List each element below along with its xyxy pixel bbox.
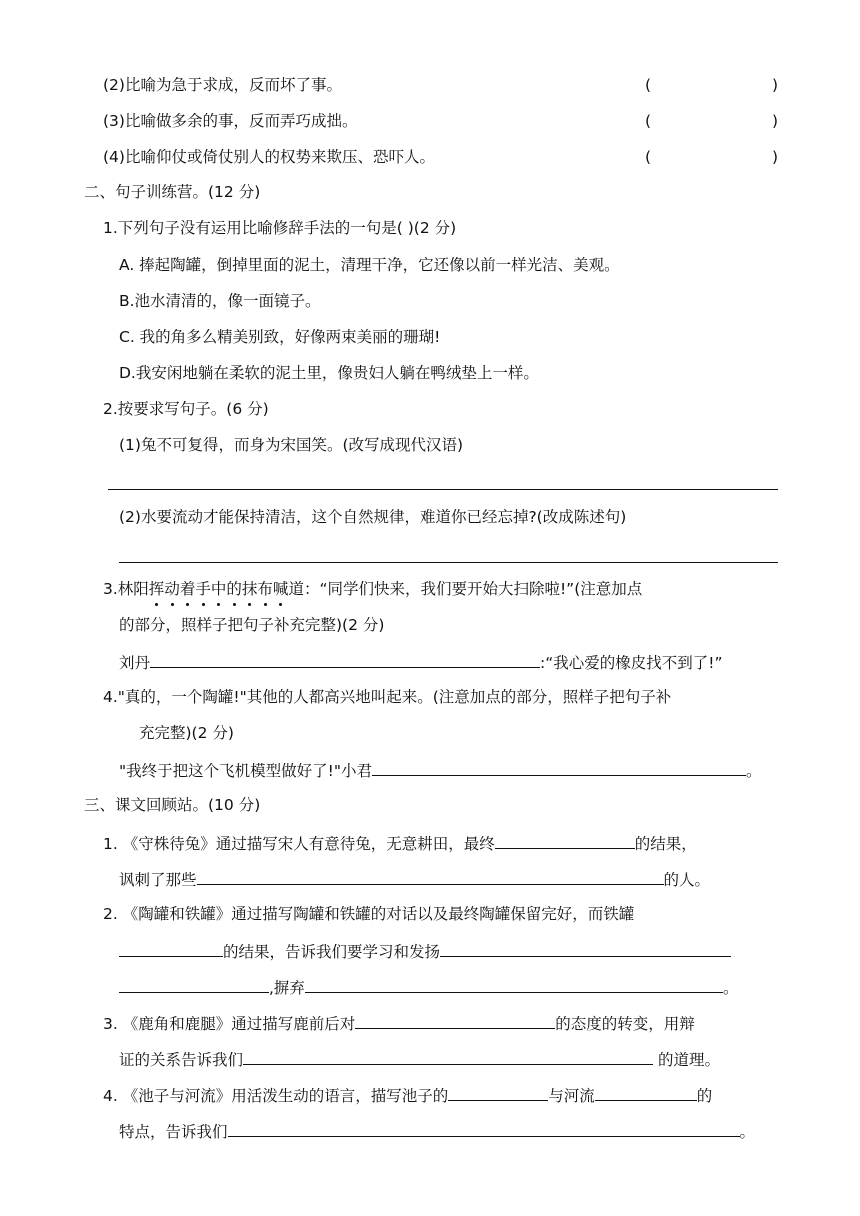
section-heading-3: 三、课文回顾站。(10 分) — [84, 796, 261, 814]
question-2-3-line1 — [103, 578, 642, 600]
q3-2-text: 的结果，告诉我们要学习和发扬 — [223, 943, 441, 961]
q3-3-text: 的道理。 — [653, 1051, 720, 1069]
answer-paren-open: ( — [645, 76, 652, 94]
answer-blank[interactable] — [440, 939, 731, 957]
q3-1-text: 的结果， — [634, 835, 697, 853]
question-3-2-line3 — [119, 975, 738, 999]
answer-blank[interactable] — [197, 867, 664, 885]
question-2-4-line1: 4."真的，一个陶罐!"其他的人都高兴地叫起来。(注意加点的部分，照样子把句子补 — [103, 688, 672, 706]
q3-2-text: 。 — [722, 979, 739, 997]
question-3-1-line2 — [119, 867, 710, 891]
dotted-char: 的 — [226, 580, 242, 598]
dotted-char: 喊 — [272, 580, 289, 598]
idiom-item-2: (2)比喻为急于求成，反而坏了事。 — [103, 76, 342, 94]
answer-line[interactable] — [119, 562, 778, 563]
question-2-2-stem: 2.按要求写句子。(6 分) — [103, 400, 269, 418]
q3-1-text: 的人。 — [663, 871, 711, 889]
question-2-3-answer — [119, 650, 723, 674]
dotted-char: 中 — [210, 580, 227, 598]
dotted-char: 抹 — [241, 580, 258, 598]
option-b: B.池水清清的，像一面镜子。 — [119, 292, 321, 310]
q3-1-text: 讽刺了那些 — [119, 871, 197, 889]
q3-1-text: 1. 《守株待兔》通过描写宋人有意待兔，无意耕田，最终 — [103, 835, 495, 853]
question-2-2-sub2: (2)水要流动才能保持清洁，这个自然规律，难道你已经忘掉?(改成陈述句) — [119, 508, 627, 526]
dotted-char: 布 — [257, 580, 273, 598]
dotted-char: 手 — [195, 580, 211, 598]
answer-blank[interactable] — [119, 939, 223, 957]
answer-name: 刘丹 — [119, 654, 151, 672]
q3-4-text: 的 — [696, 1087, 713, 1105]
question-3-1-line1 — [103, 831, 697, 855]
answer-tail: :“我心爱的橡皮找不到了!” — [540, 654, 723, 672]
q3-2-text: ,摒弃 — [269, 979, 305, 997]
idiom-item-4: (4)比喻仰仗或倚仗别人的权势来欺压、恐吓人。 — [103, 148, 435, 166]
answer-end: 。 — [745, 762, 762, 780]
question-2-4-line2: 充完整)(2 分) — [139, 724, 234, 742]
q3-4-text: 。 — [739, 1123, 756, 1141]
question-3-2-line2 — [119, 939, 731, 963]
q3-3-text: 的态度的转变，用辩 — [555, 1015, 695, 1033]
idiom-item-3: (3)比喻做多余的事，反而弄巧成拙。 — [103, 112, 358, 130]
question-2-2-sub1: (1)兔不可复得，而身为宋国笑。(改写成现代汉语) — [119, 436, 464, 454]
answer-paren-open: ( — [645, 148, 652, 166]
answer-blank[interactable] — [228, 1119, 740, 1137]
question-3-3-line1 — [103, 1011, 695, 1035]
answer-paren-close: ) — [772, 76, 779, 94]
answer-blank[interactable] — [119, 975, 269, 993]
q3-text-post: 道：“同学们快来，我们要开始大扫除啦!”(注意加点 — [288, 580, 643, 598]
section-heading-2: 二、句子训练营。(12 分) — [84, 183, 261, 201]
question-3-4-line1 — [103, 1083, 712, 1107]
question-2-3-line2: 的部分，照样子把句子补充完整)(2 分) — [119, 616, 385, 634]
dotted-char: 挥 — [148, 580, 165, 598]
question-3-4-line2 — [119, 1119, 755, 1143]
answer-line[interactable] — [108, 489, 778, 490]
answer-paren-close: ) — [772, 112, 779, 130]
question-3-3-line2 — [119, 1047, 720, 1071]
q3-3-text: 3. 《鹿角和鹿腿》通过描写鹿前后对 — [103, 1015, 356, 1033]
option-d: D.我安闲地躺在柔软的泥土里，像贵妇人躺在鸭绒垫上一样。 — [119, 364, 539, 382]
answer-blank[interactable] — [305, 975, 723, 993]
answer-blank[interactable] — [595, 1083, 697, 1101]
answer-blank[interactable] — [150, 650, 540, 668]
dotted-char: 着 — [179, 580, 196, 598]
question-3-2-line1: 2. 《陶罐和铁罐》通过描写陶罐和铁罐的对话以及最终陶罐保留完好，而铁罐 — [103, 905, 635, 923]
answer-blank[interactable] — [243, 1047, 653, 1065]
dotted-char: 动 — [164, 580, 180, 598]
answer-blank[interactable] — [355, 1011, 555, 1029]
q3-text-pre: 3.林阳 — [103, 580, 149, 598]
answer-paren-close: ) — [772, 148, 779, 166]
answer-head: "我终于把这个飞机模型做好了!"小君 — [119, 762, 372, 780]
answer-blank[interactable] — [448, 1083, 548, 1101]
answer-blank[interactable] — [495, 831, 635, 849]
q3-4-text: 4. 《池子与河流》用活泼生动的语言，描写池子的 — [103, 1087, 449, 1105]
q3-4-text: 与河流 — [548, 1087, 595, 1105]
question-2-4-answer — [119, 758, 762, 782]
option-a: A. 捧起陶罐，倒掉里面的泥土，清理干净，它还像以前一样光洁、美观。 — [119, 256, 620, 274]
answer-paren-open: ( — [645, 112, 652, 130]
option-c: C. 我的角多么精美别致，好像两束美丽的珊瑚! — [119, 328, 441, 346]
q3-4-text: 特点，告诉我们 — [119, 1123, 228, 1141]
question-2-1-stem: 1.下列句子没有运用比喻修辞手法的一句是( )(2 分) — [103, 219, 457, 237]
q3-3-text: 证的关系告诉我们 — [119, 1051, 244, 1069]
answer-blank[interactable] — [372, 758, 746, 776]
